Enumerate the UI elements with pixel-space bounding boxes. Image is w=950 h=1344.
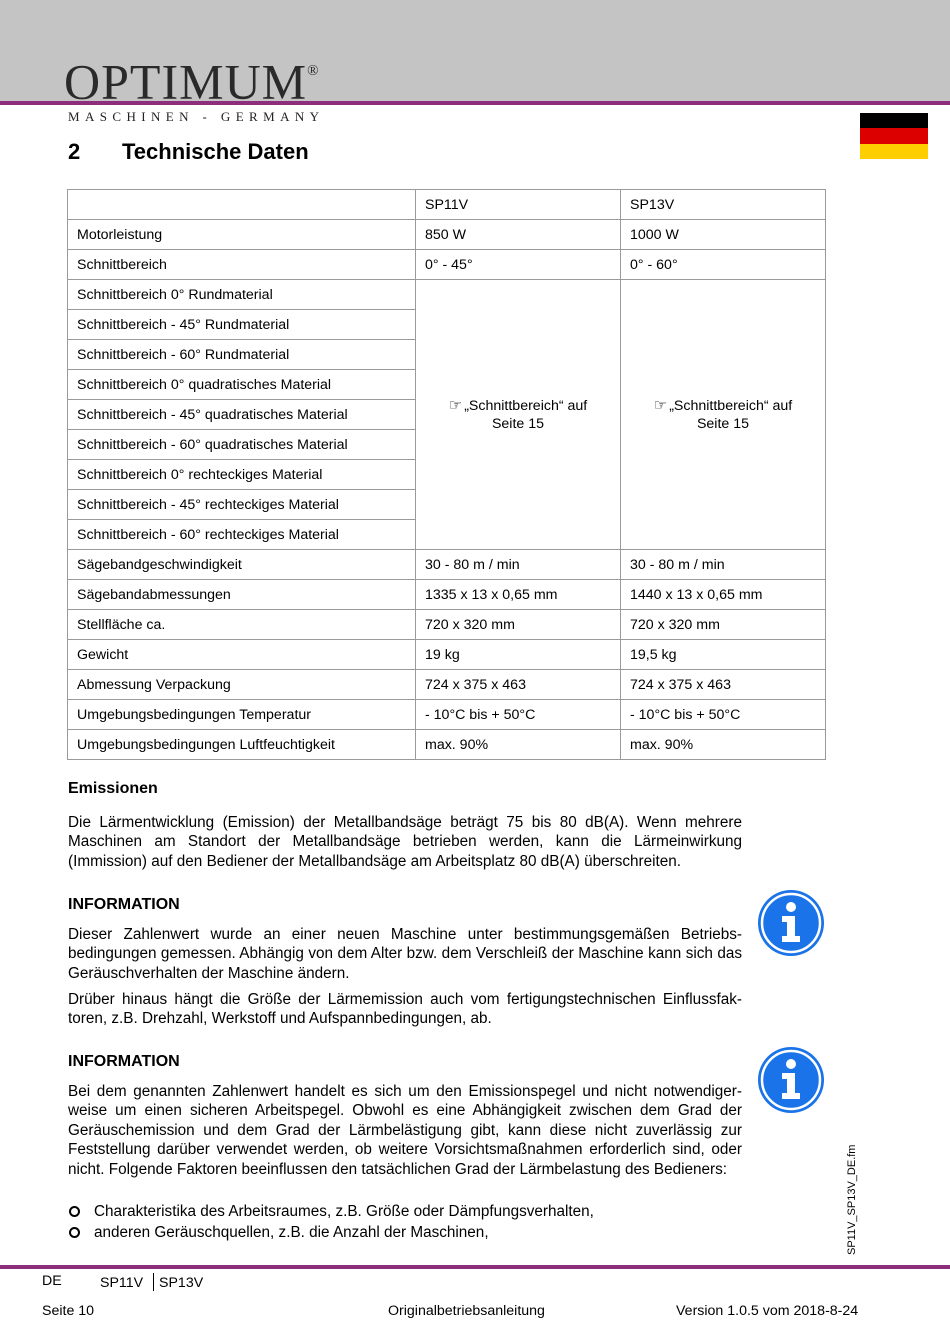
bullet-icon [69, 1227, 80, 1238]
table-cell: SP11V [416, 190, 621, 220]
table-cell: Umgebungsbedingungen Luftfeuchtigkeit [68, 730, 416, 760]
table-row [68, 700, 826, 730]
footer-model-2: SP13V [159, 1275, 204, 1291]
info-heading-2: INFORMATION [68, 1053, 180, 1070]
table-cell: 1335 x 13 x 0,65 mm [416, 580, 621, 610]
german-flag-icon [860, 113, 928, 159]
table-cell: 1440 x 13 x 0,65 mm [621, 580, 826, 610]
table-cell: Sägebandabmessungen [68, 580, 416, 610]
table-cell: Schnittbereich 0° quadratisches Material [68, 370, 416, 400]
footer-model-1: SP11V [100, 1275, 144, 1291]
list-item: anderen Geräuschquellen, z.B. die Anzahl der Maschinen, [68, 1222, 594, 1243]
brand-logo: OPTIMUM® [64, 53, 320, 110]
table-cell: max. 90% [621, 730, 826, 760]
table-cell: Schnittbereich - 45° rechteckiges Material [68, 490, 416, 520]
table-cell: Umgebungsbedingungen Temperatur [68, 700, 416, 730]
info1-paragraph-1: Dieser Zahlenwert wurde an einer neuen Maschine unter bestimmungsgemäßen Betriebs-bedingungen gemessen. Abhängig von dem Alter bzw. dem Verschleiß der Maschine kann sich das Geräuschverhalten der Maschine ändern. [68, 926, 742, 982]
table-cell: Schnittbereich - 60° quadratisches Material [68, 430, 416, 460]
page-reference-cell [621, 280, 826, 550]
table-cell: Stellfläche ca. [68, 610, 416, 640]
footer-document-name: Originalbetriebsanleitung [388, 1303, 545, 1319]
table-cell: Motorleistung [68, 220, 416, 250]
table-cell: Schnittbereich [68, 250, 416, 280]
table-cell: 724 x 375 x 463 [416, 670, 621, 700]
table-cell: 30 - 80 m / min [621, 550, 826, 580]
table-row [68, 280, 826, 310]
table-cell: SP13V [621, 190, 826, 220]
table-cell: 1000 W [621, 220, 826, 250]
reference-text: „Schnittbereich“ auf [669, 397, 793, 414]
bullet-icon [69, 1206, 80, 1217]
pointing-hand-icon: ☞ [448, 396, 463, 414]
table-cell: Schnittbereich - 60° rechteckiges Material [68, 520, 416, 550]
reference-page: Seite 15 [696, 415, 750, 432]
table-cell: Schnittbereich - 60° Rundmaterial [68, 340, 416, 370]
table-cell: 724 x 375 x 463 [621, 670, 826, 700]
footer-separator [153, 1273, 154, 1291]
page-reference-link[interactable] [654, 397, 792, 433]
table-cell: 0° - 45° [416, 250, 621, 280]
pointing-hand-icon: ☞ [653, 396, 668, 414]
table-cell: - 10°C bis + 50°C [621, 700, 826, 730]
information-icon [757, 1046, 825, 1114]
table-cell: 0° - 60° [621, 250, 826, 280]
footer-page-number: Seite 10 [42, 1303, 95, 1319]
table-cell: Gewicht [68, 640, 416, 670]
table-row [68, 610, 826, 640]
reference-text: „Schnittbereich“ auf [464, 397, 588, 414]
footer-accent-line [0, 1265, 950, 1269]
table-cell: Schnittbereich 0° Rundmaterial [68, 280, 416, 310]
table-cell: Sägebandgeschwindigkeit [68, 550, 416, 580]
table-cell: 19,5 kg [621, 640, 826, 670]
table-row [68, 550, 826, 580]
tech-data-table [67, 189, 826, 760]
table-row [68, 580, 826, 610]
list-item: Charakteristika des Arbeitsraumes, z.B. Größe oder Dämpfungsverhalten, [68, 1201, 594, 1222]
section-title: 2 Technische Daten [68, 139, 309, 164]
table-row [68, 730, 826, 760]
table-row [68, 250, 826, 280]
table-cell: 30 - 80 m / min [416, 550, 621, 580]
table-row [68, 220, 826, 250]
table-cell: - 10°C bis + 50°C [416, 700, 621, 730]
info-heading-1: INFORMATION [68, 896, 180, 913]
info1-paragraph-2: Drüber hinaus hängt die Größe der Lärmemission auch vom fertigungstechnischen Einflussfak-toren, z.B. Drehzahl, Werkstoff und Aufspannbedingungen, ab. [68, 991, 742, 1028]
table-cell: Schnittbereich - 45° Rundmaterial [68, 310, 416, 340]
factor-list [68, 1201, 594, 1243]
table-cell: Schnittbereich 0° rechteckiges Material [68, 460, 416, 490]
table-cell [68, 190, 416, 220]
information-icon [757, 889, 825, 957]
reference-page: Seite 15 [491, 415, 545, 432]
info2-paragraph: Bei dem genannten Zahlenwert handelt es sich um den Emissionspegel und nicht notwendiger-weise um einen sicheren Arbeitspegel. Obwohl es eine Abhängigkeit zwischen dem Grad der Geräuschemission und dem Grad der Lärmbelästigung gibt, kann diese nicht zuverlässig zur Feststellung darüber verwendet werden, ob weitere Vorsichtsmaßnahmen erforderlich sind, oder nicht. Folgende Faktoren beeinflussen den tatsächlichen Grad der Lärmbelastung des Bedieners: [68, 1083, 742, 1178]
footer-version: Version 1.0.5 vom 2018-8-24 [676, 1303, 859, 1319]
table-cell: max. 90% [416, 730, 621, 760]
page-reference-cell [416, 280, 621, 550]
table-cell: 19 kg [416, 640, 621, 670]
table-row [68, 190, 826, 220]
footer-language: DE [42, 1273, 62, 1289]
table-row [68, 670, 826, 700]
page-reference-link[interactable] [449, 397, 587, 433]
table-cell: Schnittbereich - 45° quadratisches Material [68, 400, 416, 430]
brand-subline: MASCHINEN - GERMANY [68, 109, 325, 124]
side-filename: SP11V_SP13V_DE.fm [846, 1144, 858, 1255]
emissions-heading: Emissionen [68, 780, 158, 797]
table-row [68, 640, 826, 670]
table-cell: 720 x 320 mm [416, 610, 621, 640]
table-cell: 720 x 320 mm [621, 610, 826, 640]
table-cell: Abmessung Verpackung [68, 670, 416, 700]
table-cell: 850 W [416, 220, 621, 250]
emissions-text: Die Lärmentwicklung (Emission) der Metallbandsäge beträgt 75 bis 80 dB(A). Wenn mehrere Maschinen am Standort der Metallbandsäge betrieben werden, kann die Lärmeinwirkung (Immission) auf den Bediener der Metallbandsäge am Arbeitsplatz 80 dB(A) überschreiten. [68, 814, 742, 870]
